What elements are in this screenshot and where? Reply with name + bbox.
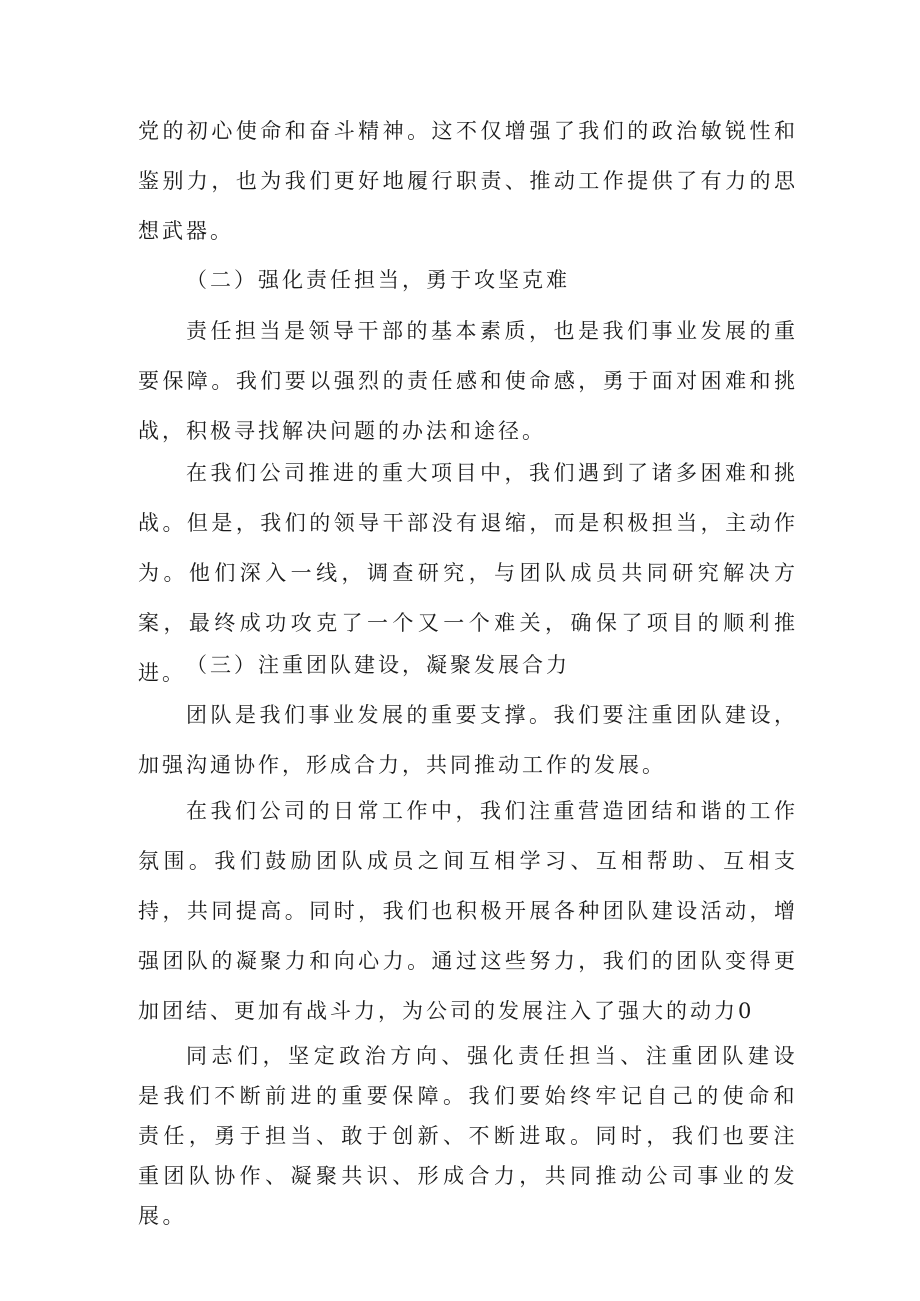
section-heading-3: （三）注重团队建设，凝聚发展合力: [186, 653, 570, 677]
paragraph-conclusion: 同志们，坚定政治方向、强化责任担当、注重团队建设是我们不断前进的重要保障。我们要始终牢记自己的使命和责任，勇于担当、敢于创新、不断进取。同时，我们也要注重团队协作、凝聚共识、形成合力，共同推动公司事业的发展。: [138, 1044, 798, 1228]
paragraph-continuation: 党的初心使命和奋斗精神。这不仅增强了我们的政治敏锐性和鉴别力，也为我们更好地履行职责、推动工作提供了有力的思想武器。: [138, 119, 798, 243]
paragraph-project: 在我们公司推进的重大项目中，我们遇到了诸多困难和挑战。但是，我们的领导干部没有退缩，而是积极担当，主动作为。他们深入一线，调查研究，与团队成员共同研究解决方案，最终成功攻克了一个又一个难关，确保了项目的顺利推进。: [138, 461, 798, 685]
paragraph-responsibility: 责任担当是领导干部的基本素质，也是我们事业发展的重要保障。我们要以强烈的责任感和使命感，勇于面对困难和挑战，积极寻找解决问题的办法和途径。: [138, 319, 798, 443]
paragraph-daily-work: 在我们公司的日常工作中，我们注重营造团结和谐的工作氛围。我们鼓励团队成员之间互相学习、互相帮助、互相支持，共同提高。同时，我们也积极开展各种团队建设活动，增强团队的凝聚力和向心力。通过这些努力，我们的团队变得更加团结、更加有战斗力，为公司的发展注入了强大的动力0: [138, 799, 798, 1023]
section-heading-2: （二）强化责任担当，勇于攻坚克难: [186, 268, 570, 292]
paragraph-team: 团队是我们事业发展的重要支撑。我们要注重团队建设，加强沟通协作，形成合力，共同推动工作的发展。: [138, 703, 798, 777]
